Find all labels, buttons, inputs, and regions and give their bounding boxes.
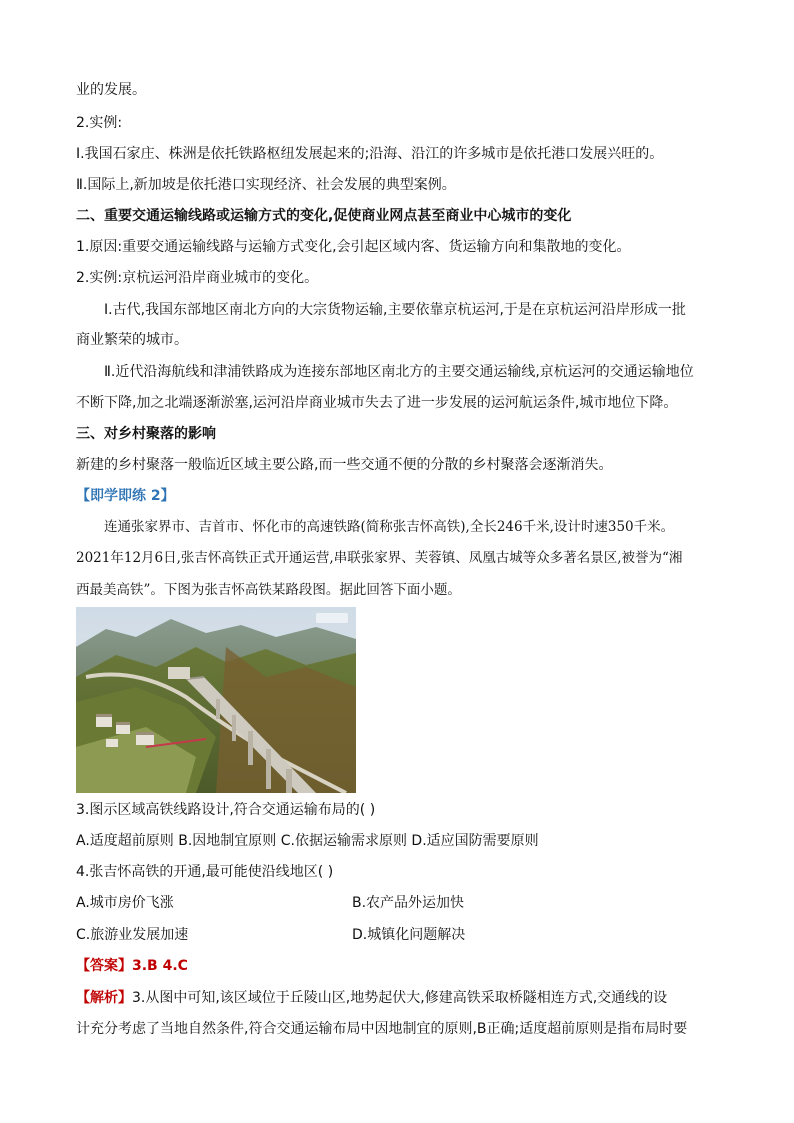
text-line: Ⅱ.国际上,新加坡是依托港口实现经济、社会发展的典型案例。 xyxy=(76,177,456,193)
section-heading: 二、重要交通运输线路或运输方式的变化,促使商业网点甚至商业中心城市的变化 xyxy=(76,208,572,224)
practice-title: 【即学即练 2】 xyxy=(76,488,175,504)
answer-text: 3.B 4.C xyxy=(132,958,188,974)
text-line: Ⅰ.我国石家庄、株洲是依托铁路枢纽发展起来的;沿海、沿江的许多城市是依托港口发展兴旺的。 xyxy=(76,146,664,162)
question-4: 4.张吉怀高铁的开通,最可能使沿线地区( ) xyxy=(76,864,334,880)
question-3: 3.图示区域高铁线路设计,符合交通运输布局的( ) xyxy=(76,802,376,818)
text-line: 业的发展。 xyxy=(76,82,146,98)
text-line: 2.实例: xyxy=(76,115,123,131)
analysis-text: 3.从图中可知,该区域位于丘陵山区,地势起伏大,修建高铁采取桥隧相连方式,交通线的设 xyxy=(132,990,668,1006)
option-b: B.农产品外运加快 xyxy=(352,895,465,911)
practice-text: 连通张家界市、吉首市、怀化市的高速铁路(简称张吉怀高铁),全长246千米,设计时速350千米。 xyxy=(104,519,675,535)
section-heading: 三、对乡村聚落的影响 xyxy=(76,426,216,442)
text-line: Ⅱ.近代沿海航线和津浦铁路成为连接东部地区南北方的主要交通运输线,京杭运河的交通运输地位 xyxy=(104,364,694,380)
option-d: D.城镇化问题解决 xyxy=(352,927,466,943)
railway-bridge-photo xyxy=(76,607,356,793)
text-line: 商业繁荣的城市。 xyxy=(76,332,188,348)
text-line: 新建的乡村聚落一般临近区域主要公路,而一些交通不便的分散的乡村聚落会逐渐消失。 xyxy=(76,457,613,473)
practice-text: 西最美高铁”。下图为张吉怀高铁某路段图。据此回答下面小题。 xyxy=(76,582,461,598)
option-a: A.城市房价飞涨 xyxy=(76,895,174,911)
analysis-line: 计充分考虑了当地自然条件,符合交通运输布局中因地制宜的原则,B正确;适度超前原则是指布局时要 xyxy=(76,1021,688,1037)
answer-line xyxy=(76,956,188,976)
answer-label: 【答案】 xyxy=(76,958,132,974)
text-line: 2.实例:京杭运河沿岸商业城市的变化。 xyxy=(76,270,319,286)
analysis-line xyxy=(76,988,667,1008)
text-line: Ⅰ.古代,我国东部地区南北方向的大宗货物运输,主要依靠京杭运河,于是在京杭运河沿岸形成一批 xyxy=(104,302,686,318)
option-c: C.旅游业发展加速 xyxy=(76,927,189,943)
practice-text: 2021年12月6日,张吉怀高铁正式开通运营,串联张家界、芙蓉镇、凤凰古城等众多著名景区,被誉为“湘 xyxy=(76,550,683,566)
text-line: 1.原因:重要交通运输线路与运输方式变化,会引起区域内客、货运输方向和集散地的变化。 xyxy=(76,239,631,255)
text-line: 不断下降,加之北端逐渐淤塞,运河沿岸商业城市失去了进一步发展的运河航运条件,城市地位下降。 xyxy=(76,395,678,411)
question-3-options: A.适度超前原则 B.因地制宜原则 C.依据运输需求原则 D.适应国防需要原则 xyxy=(76,833,539,849)
analysis-label: 【解析】 xyxy=(76,990,132,1006)
